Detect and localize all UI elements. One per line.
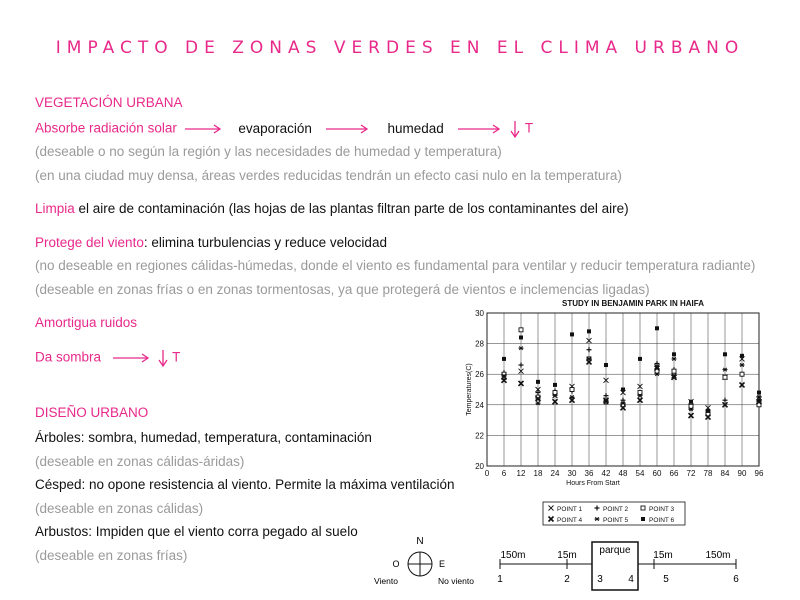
arboles-text: Árboles: sombra, humedad, temperatura, contaminación	[35, 430, 372, 445]
x-tick-label: 30	[567, 469, 577, 478]
point-label: 3	[597, 574, 603, 585]
cesped-note: (deseable en zonas cálidas)	[35, 501, 204, 516]
x-tick-label: 6	[501, 469, 507, 478]
humedad-label: humedad	[387, 120, 444, 136]
x-tick-label: 18	[533, 469, 543, 478]
x-tick-label: 48	[618, 469, 628, 478]
arbustos-note: (deseable en zonas frías)	[35, 548, 188, 563]
x-tick-label: 42	[601, 469, 611, 478]
legend-label: POINT 3	[649, 506, 675, 513]
data-point	[519, 363, 524, 368]
section-heading-diseno: DISEÑO URBANO	[35, 405, 149, 420]
data-point	[519, 328, 523, 332]
data-point	[638, 357, 642, 361]
compass-no-viento: No viento	[438, 576, 474, 586]
x-tick-label: 24	[550, 469, 560, 478]
data-point	[672, 369, 676, 373]
arboles-note: (deseable en zonas cálidas-áridas)	[35, 454, 245, 469]
x-tick-label: 78	[703, 469, 713, 478]
data-point	[672, 352, 676, 356]
y-tick-label: 26	[475, 370, 484, 380]
y-tick-label: 30	[475, 309, 484, 318]
legend-label: POINT 2	[603, 506, 629, 513]
y-tick-label: 28	[475, 339, 484, 349]
right-arrow-icon	[109, 353, 153, 363]
evaporacion-label: evaporación	[238, 120, 312, 136]
temperature-scatter-chart	[455, 296, 770, 531]
compass-n: N	[416, 536, 424, 547]
compass-o: O	[392, 559, 400, 569]
limpia-text: el aire de contaminación (las hojas de las plantas filtran parte de los contaminantes del aire)	[74, 201, 629, 216]
amortigua-label: Amortigua ruidos	[35, 315, 138, 330]
data-point	[502, 357, 506, 361]
legend-label: POINT 6	[649, 517, 675, 524]
data-point	[723, 352, 727, 356]
point-label: 1	[497, 574, 503, 585]
y-tick-label: 20	[475, 462, 484, 471]
park-distance-diagram	[490, 538, 750, 594]
data-point	[519, 335, 523, 339]
sombra-label: Da sombra	[35, 349, 102, 365]
legend-marker	[641, 517, 645, 521]
x-tick-label: 96	[754, 469, 764, 478]
note-absorbe-2: (en una ciudad muy densa, áreas verdes reducidas tendrán un efecto casi nulo en la temperatura)	[35, 168, 622, 183]
point-label: 5	[663, 574, 669, 585]
data-point	[689, 400, 693, 404]
protege-text: : elimina turbulencias y reduce velocidad	[143, 235, 387, 250]
sombra-row	[35, 348, 180, 368]
x-tick-label: 54	[635, 469, 645, 478]
y-tick-label: 22	[475, 431, 484, 441]
legend-label: POINT 1	[557, 506, 583, 513]
data-point	[757, 391, 761, 395]
x-tick-label: 84	[720, 469, 730, 478]
y-tick-label: 24	[475, 400, 484, 410]
data-point	[536, 380, 540, 384]
park-label: parque	[599, 545, 631, 556]
x-tick-label: 66	[669, 469, 679, 478]
distance-label: 15m	[557, 550, 577, 561]
data-point	[587, 347, 592, 352]
data-point	[655, 326, 659, 330]
limpia-keyword: Limpia	[35, 201, 75, 216]
absorbe-label: Absorbe radiación solar	[35, 120, 177, 136]
x-tick-label: 12	[516, 469, 526, 478]
x-tick-label: 90	[737, 469, 747, 478]
point-label: 4	[628, 574, 634, 585]
data-point	[706, 409, 710, 413]
legend-label: POINT 4	[557, 517, 583, 524]
point-label: 2	[564, 574, 570, 585]
compass-diagram	[368, 532, 480, 590]
absorbe-row	[35, 119, 533, 139]
note-protege-1: (no deseable en regiones cálidas-húmedas, donde el viento es fundamental para ventilar y reducir temperatura radiante)	[35, 258, 756, 273]
data-point	[740, 372, 744, 376]
down-arrow-icon	[157, 348, 169, 368]
limpia-row	[35, 201, 629, 216]
sombra-temperature-label: T	[172, 349, 181, 365]
arbustos-text: Arbustos: Impiden que el viento corra pegado al suelo	[35, 524, 358, 539]
note-protege-2: (deseable en zonas frías o en zonas tormentosas, ya que protegerá de vientos e inclemencias ligadas)	[35, 282, 650, 297]
data-point	[604, 363, 608, 367]
chart-title: STUDY IN BENJAMIN PARK IN HAIFA	[562, 299, 704, 308]
compass-viento: Viento	[374, 576, 398, 586]
distance-label: 150m	[500, 550, 526, 561]
distance-label: 15m	[653, 550, 673, 561]
data-point	[570, 388, 574, 392]
x-tick-label: 0	[484, 469, 490, 478]
right-arrow-icon	[454, 124, 504, 134]
data-point	[740, 354, 744, 358]
data-point	[553, 383, 557, 387]
data-point	[570, 332, 574, 336]
page-title: IMPACTO DE ZONAS VERDES EN EL CLIMA URBANO	[55, 38, 745, 58]
data-point	[723, 375, 727, 379]
protege-keyword: Protege del viento	[35, 235, 144, 250]
point-label: 6	[733, 574, 739, 585]
x-tick-label: 36	[584, 469, 594, 478]
x-axis-label: Hours From Start	[566, 480, 620, 487]
note-absorbe-1: (deseable o no según la región y las necesidades de humedad y temperatura)	[35, 144, 502, 159]
x-tick-label: 60	[652, 469, 662, 478]
data-point	[587, 329, 591, 333]
legend-label: POINT 5	[603, 517, 629, 524]
protege-row	[35, 235, 387, 250]
right-arrow-icon	[322, 124, 372, 134]
temperature-label: T	[524, 120, 534, 136]
compass-e: E	[438, 559, 446, 569]
x-tick-label: 72	[686, 469, 696, 478]
distance-label: 150m	[705, 550, 731, 561]
right-arrow-icon	[181, 124, 225, 134]
down-arrow-icon	[509, 119, 521, 139]
y-axis-label: Temperatures(C)	[466, 363, 473, 416]
section-heading-vegetacion: VEGETACIÓN URBANA	[35, 95, 183, 110]
cesped-text: Césped: no opone resistencia al viento. Permite la máxima ventilación	[35, 477, 455, 492]
data-point	[621, 388, 625, 392]
legend-marker	[641, 506, 645, 510]
